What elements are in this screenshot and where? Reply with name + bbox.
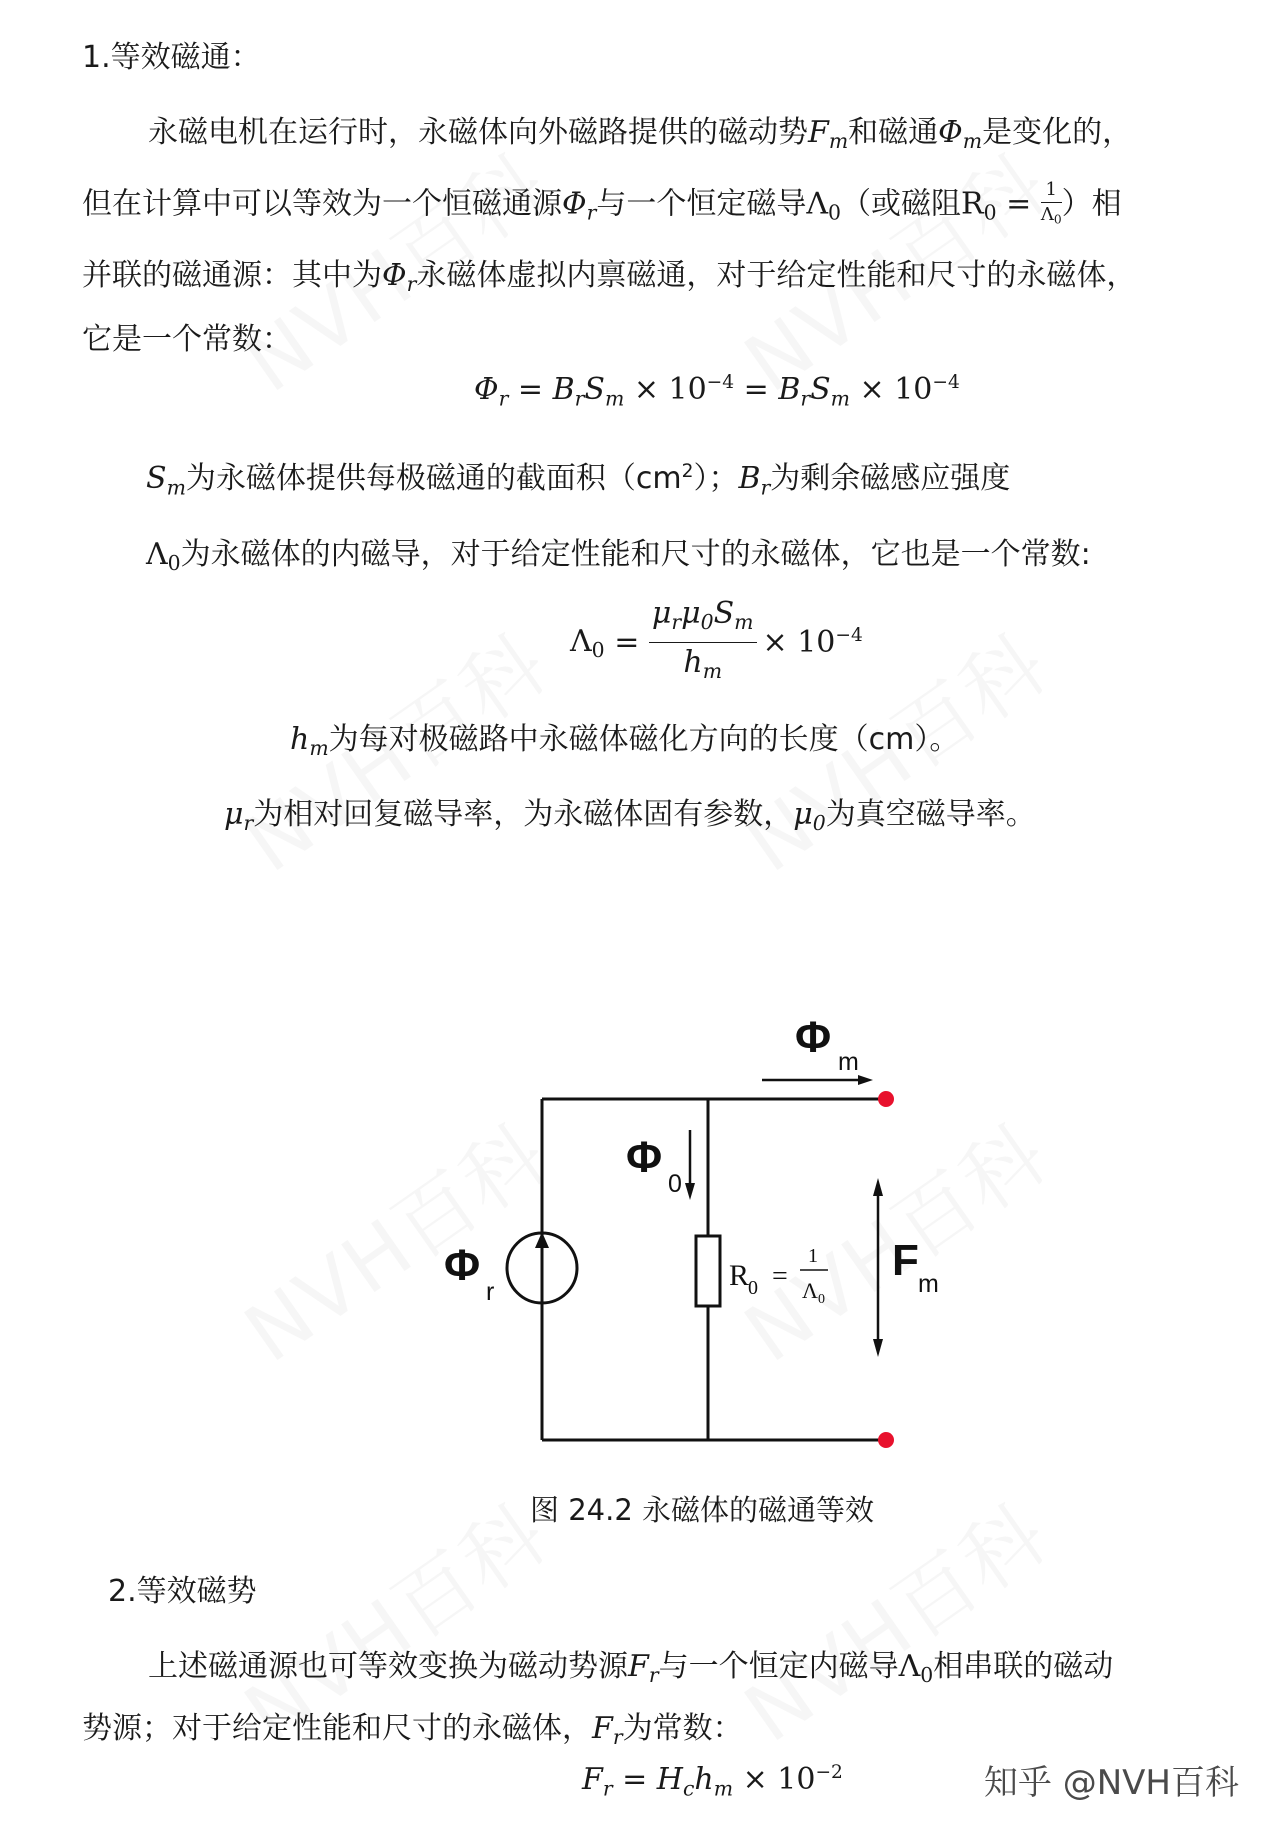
phi-0-label: Φ	[626, 1133, 663, 1182]
r0-label: R	[729, 1259, 750, 1292]
fm-subscript: m	[918, 1270, 939, 1298]
phi-0-subscript: 0	[668, 1170, 682, 1198]
r0-equals: =	[772, 1261, 788, 1292]
phi-m-subscript: m	[838, 1048, 859, 1076]
fraction: $\frac{1}{\Lambda_0}$	[1040, 179, 1062, 227]
paragraph-lambda-definition: $\Lambda_0$为永磁体的内磁导，对于给定性能和尺寸的永磁体，它也是一个常数:	[146, 537, 1091, 576]
resistor-symbol	[696, 1236, 720, 1306]
section2-heading: 2.等效磁势	[108, 1574, 257, 1609]
r0-fraction-numerator: 1	[808, 1245, 818, 1267]
r0-subscript: 0	[748, 1277, 758, 1299]
equation-mmf: $F_r = H_ch_m \times 10^{-2}$	[582, 1762, 843, 1801]
phi-m-arrow-head	[858, 1075, 873, 1085]
paragraph-1-line-2: 但在计算中可以等效为一个恒磁通源$\Phi_r$与一个恒定磁导$\Lambda_0$（或磁阻$R_0$ = $\frac{1}{\Lambda_0}$ ）相	[82, 180, 1122, 232]
paragraph-1-line-1: 永磁电机在运行时，永磁体向外磁路提供的磁动势$F_m$和磁通$\Phi_m$是变化的，	[148, 115, 1133, 154]
r0-fraction-denominator-subscript: 0	[818, 1292, 825, 1307]
paragraph-1-line-3: 并联的磁通源：其中为$\Phi_r$永磁体虚拟内禀磁通，对于给定性能和尺寸的永磁体，	[82, 258, 1137, 297]
paragraph-6-line-1: 上述磁通源也可等效变换为磁动势源$F_r$与一个恒定内磁导$\Lambda_0$相串联的磁动	[148, 1649, 1114, 1688]
flux-equivalent-circuit-diagram	[0, 990, 1269, 1470]
paragraph-mu-definition: $\mu_r$为相对回复磁导率，为永磁体固有参数，$\mu_0$为真空磁导率。	[224, 797, 1036, 836]
terminal-bottom	[878, 1432, 894, 1448]
equation-permeance: $\Lambda_0$ = $\frac{\mu_r\mu_0S_m}{h_m}$ × $10^{-4}$	[570, 596, 863, 689]
fm-arrow-head-down	[873, 1339, 883, 1357]
fm-label: F	[892, 1236, 919, 1285]
paragraph-6-line-2: 势源；对于给定性能和尺寸的永磁体，$F_r$为常数：	[82, 1711, 743, 1750]
phi-r-subscript: r	[486, 1278, 495, 1306]
paragraph-hm-definition: $h_m$为每对极磁路中永磁体磁化方向的长度（cm）。	[290, 722, 960, 761]
fraction: $\frac{\mu_r\mu_0S_m}{h_m}$	[649, 596, 757, 689]
r0-fraction-denominator: Λ	[802, 1278, 818, 1303]
phi-m-label: Φ	[795, 1013, 832, 1062]
section1-heading: 1.等效磁通：	[82, 40, 261, 75]
fm-arrow-head-up	[873, 1178, 883, 1196]
terminal-top	[878, 1091, 894, 1107]
paragraph-1-line-4: 它是一个常数：	[82, 322, 292, 357]
equation-flux: $\Phi_r = B_rS_m \times 10^{-4} = B_rS_m \times 10^{-4}$	[474, 372, 960, 411]
source-credit: 知乎 @NVH百科	[983, 1763, 1239, 1803]
phi-r-label: Φ	[444, 1241, 481, 1290]
phi-0-arrow-head	[685, 1183, 695, 1200]
figure-caption: 图 24.2 永磁体的磁通等效	[530, 1493, 875, 1527]
paragraph-sm-definition: $S_m$为永磁体提供每极磁通的截面积$(cm^2)$；$B_r$为剩余磁感应强度	[146, 461, 1011, 500]
